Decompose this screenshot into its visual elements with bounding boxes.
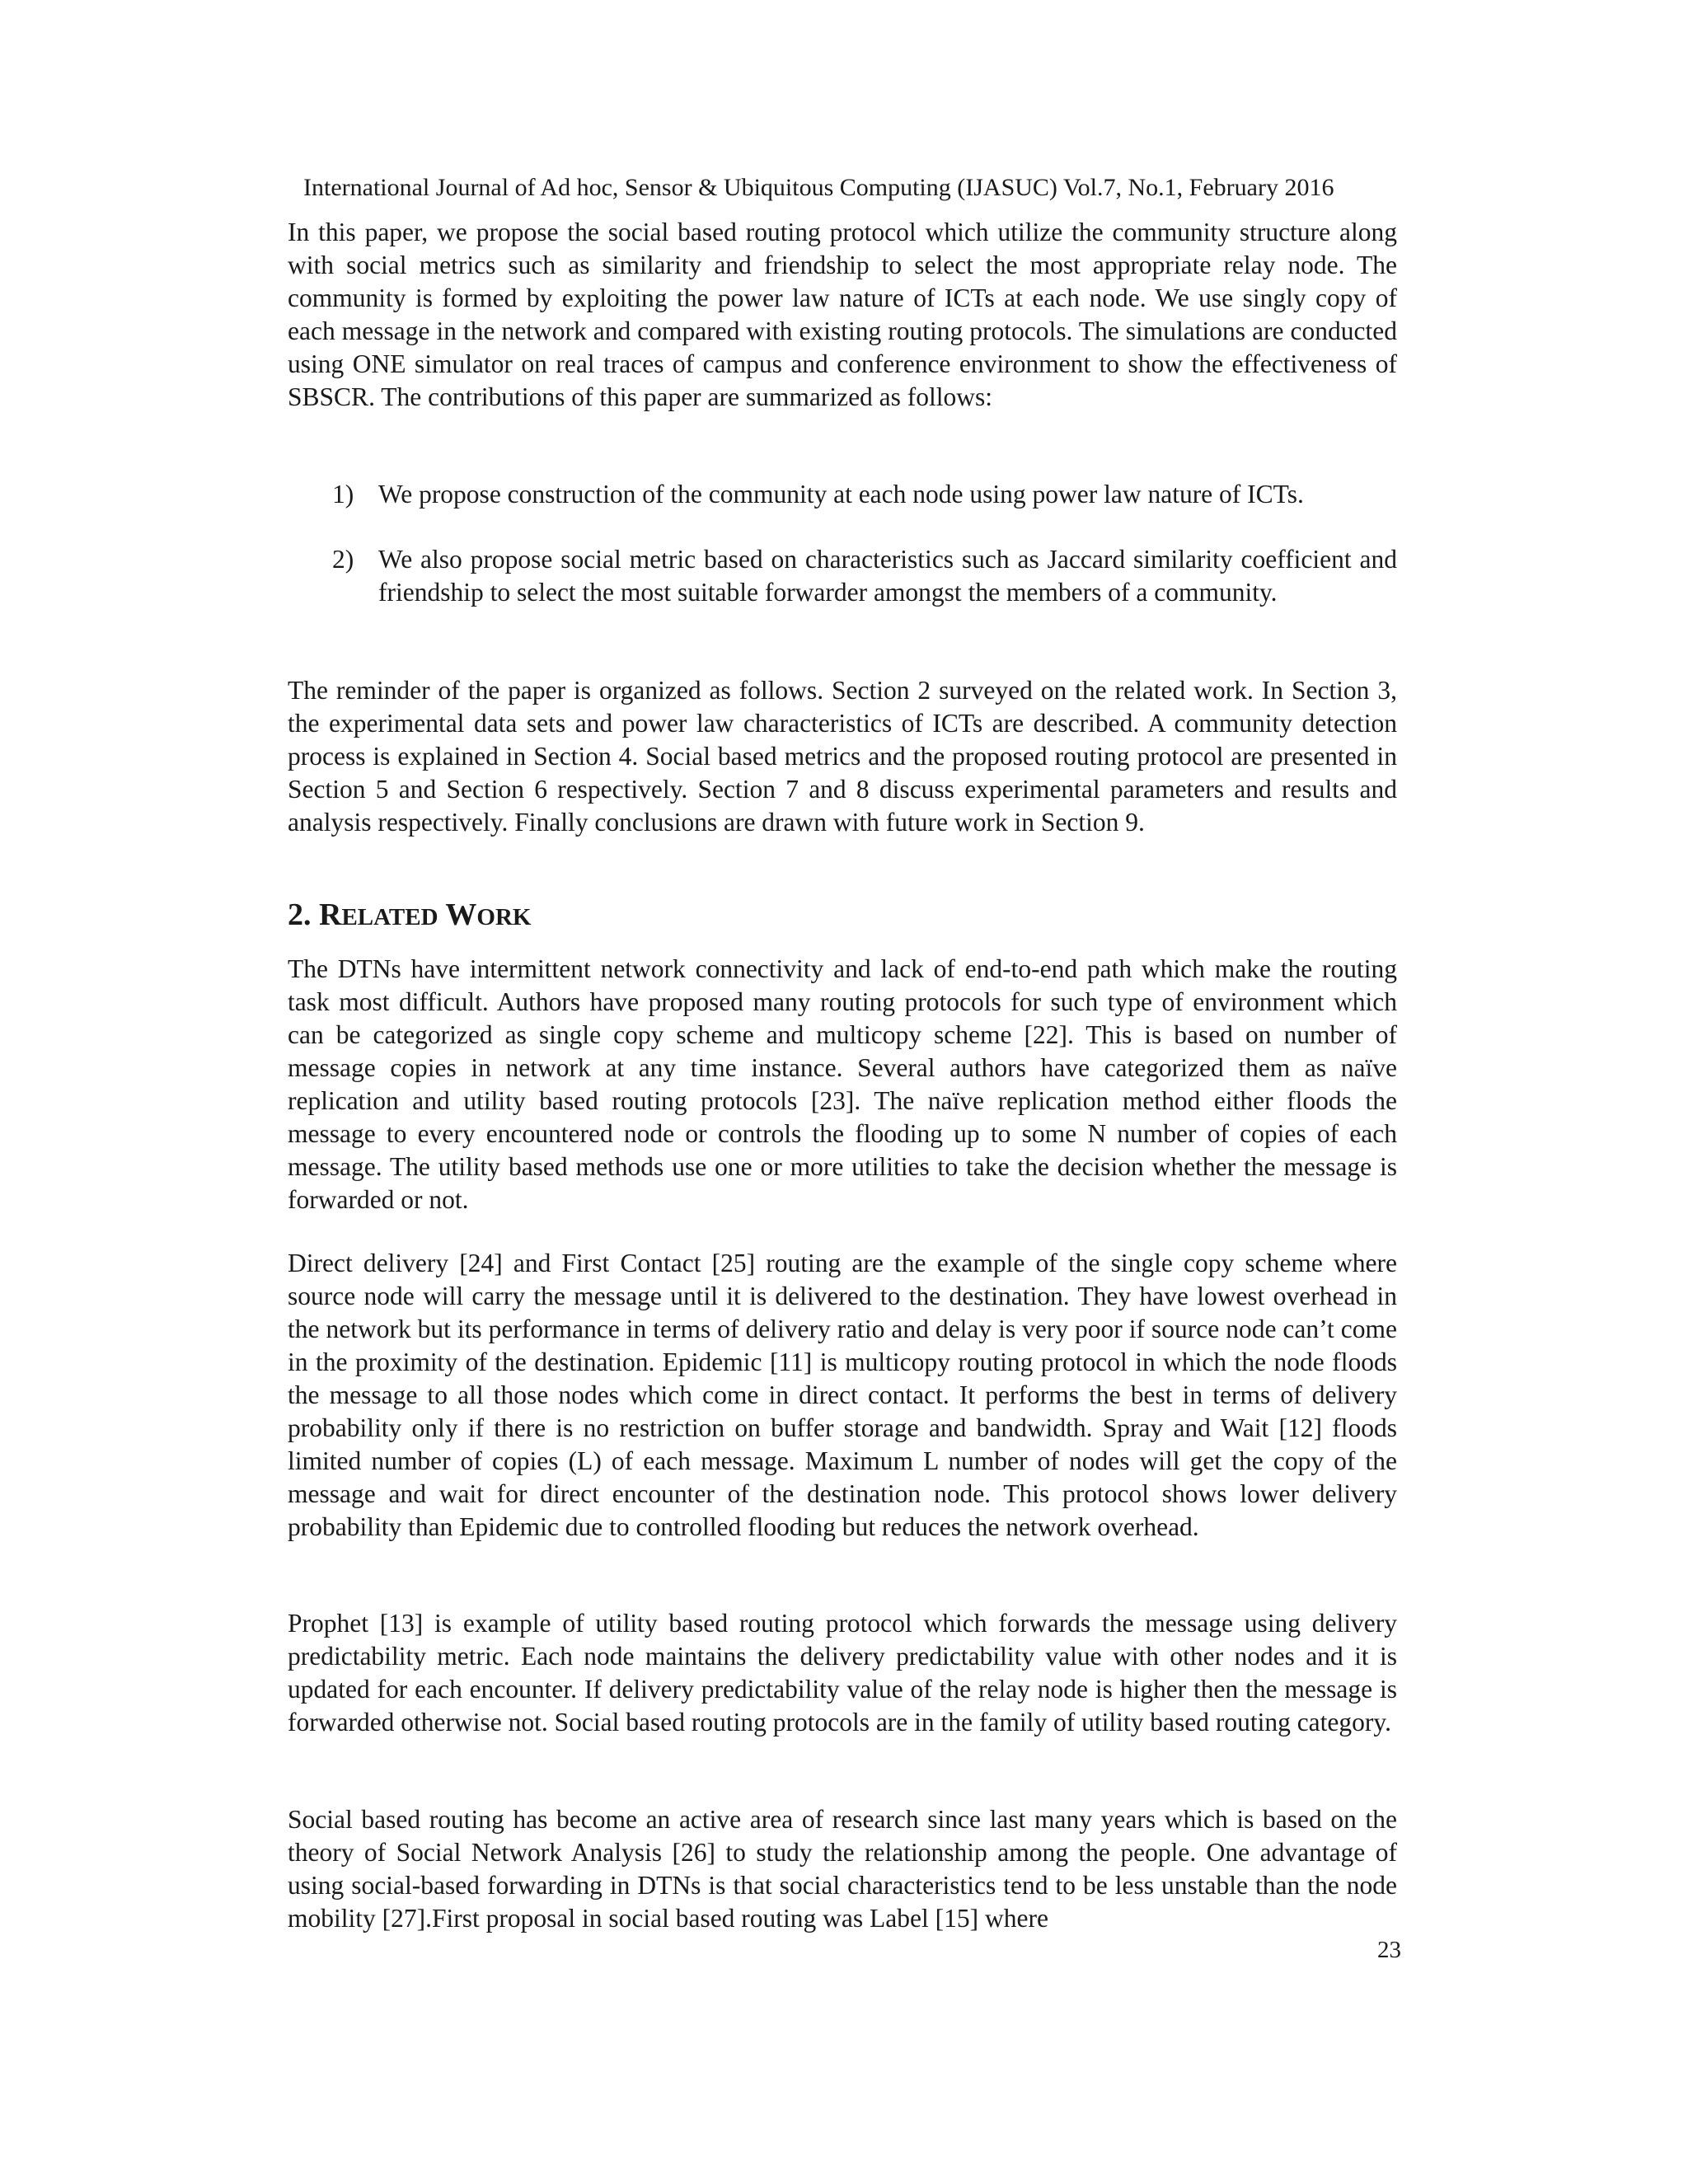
organization-paragraph bbox=[288, 674, 1397, 839]
paragraph-text: The DTNs have intermittent network connectivity and lack of end-to-end path which make the routing task most difficult. Authors have proposed many routing protocols for such type of environment which can be categorized as single copy scheme and multicopy scheme [22]. This is based on number of message copies in network at any time instance. Several authors have categorized them as naïve replication and utility based routing protocols [23]. The naïve replication method either floods the message to every encountered node or controls the flooding up to some N number of copies of each message. The utility based methods use one or more utilities to take the decision whether the message is forwarded or not. bbox=[288, 954, 1397, 1214]
paragraph-text: Social based routing has become an active area of research since last many years which is based on the theory of Social Network Analysis [26] to study the relationship among the people. One advantage of using social-based forwarding in DTNs is that social characteristics tend to be less unstable than the node mobility [27].First proposal in social based routing was Label [15] where bbox=[288, 1805, 1397, 1933]
paragraph-text: In this paper, we propose the social based routing protocol which utilize the community structure along with social metrics such as similarity and friendship to select the most appropriate relay node. The community is formed by exploiting the power law nature of ICTs at each node. We use singly copy of each message in the network and compared with existing routing protocols. The simulations are conducted using ONE simulator on real traces of campus and conference environment to show the effectiveness of SBSCR. The contributions of this paper are summarized as follows: bbox=[288, 218, 1397, 411]
related-work-paragraph-4 bbox=[288, 1803, 1397, 1935]
paragraph-text: Direct delivery [24] and First Contact [25] routing are the example of the single copy scheme where source node will carry the message until it is delivered to the destination. They have lowest overhead in the network but its performance in terms of delivery ratio and delay is very poor if source node can’t come in the proximity of the destination. Epidemic [11] is multicopy routing protocol in which the node floods the message to all those nodes which come in direct contact. It performs the best in terms of delivery probability only if there is no restriction on buffer storage and bandwidth. Spray and Wait [12] floods limited number of copies (L) of each message. Maximum L number of nodes will get the copy of the message and wait for direct encounter of the destination node. This protocol shows lower delivery probability than Epidemic due to controlled flooding but reduces the network overhead. bbox=[288, 1249, 1397, 1541]
related-work-paragraph-2 bbox=[288, 1247, 1397, 1544]
section-heading-related-work bbox=[288, 894, 531, 938]
related-work-paragraph-1 bbox=[288, 953, 1397, 1216]
running-head: International Journal of Ad hoc, Sensor & Ubiquitous Computing (IJASUC) Vol.7, No.1, February 2016 bbox=[303, 174, 1334, 201]
list-number: 2) bbox=[332, 545, 354, 574]
list-number: 1) bbox=[332, 480, 354, 509]
list-text: We also propose social metric based on characteristics such as Jaccard similarity coefficient and friendship to select the most suitable forwarder amongst the members of a community. bbox=[378, 545, 1397, 607]
section-number: 2. bbox=[288, 898, 312, 932]
paragraph-text: The reminder of the paper is organized as follows. Section 2 surveyed on the related work. In Section 3, the experimental data sets and power law characteristics of ICTs are described. A community detection process is explained in Section 4. Social based metrics and the proposed routing protocol are presented in Section 5 and Section 6 respectively. Section 7 and 8 discuss experimental parameters and results and analysis respectively. Finally conclusions are drawn with future work in Section 9. bbox=[288, 676, 1397, 837]
intro-paragraph bbox=[288, 216, 1397, 414]
page-number: 23 bbox=[1377, 1937, 1401, 1963]
paragraph-text: Prophet [13] is example of utility based routing protocol which forwards the message using delivery predictability metric. Each node maintains the delivery predictability value with other nodes and it is updated for each encounter. If delivery predictability value of the relay node is higher then the message is forwarded otherwise not. Social based routing protocols are in the family of utility based routing category. bbox=[288, 1609, 1397, 1736]
related-work-paragraph-3 bbox=[288, 1607, 1397, 1739]
section-title: RELATED WORK bbox=[319, 898, 532, 932]
list-text: We propose construction of the community at each node using power law nature of ICTs. bbox=[378, 480, 1304, 509]
